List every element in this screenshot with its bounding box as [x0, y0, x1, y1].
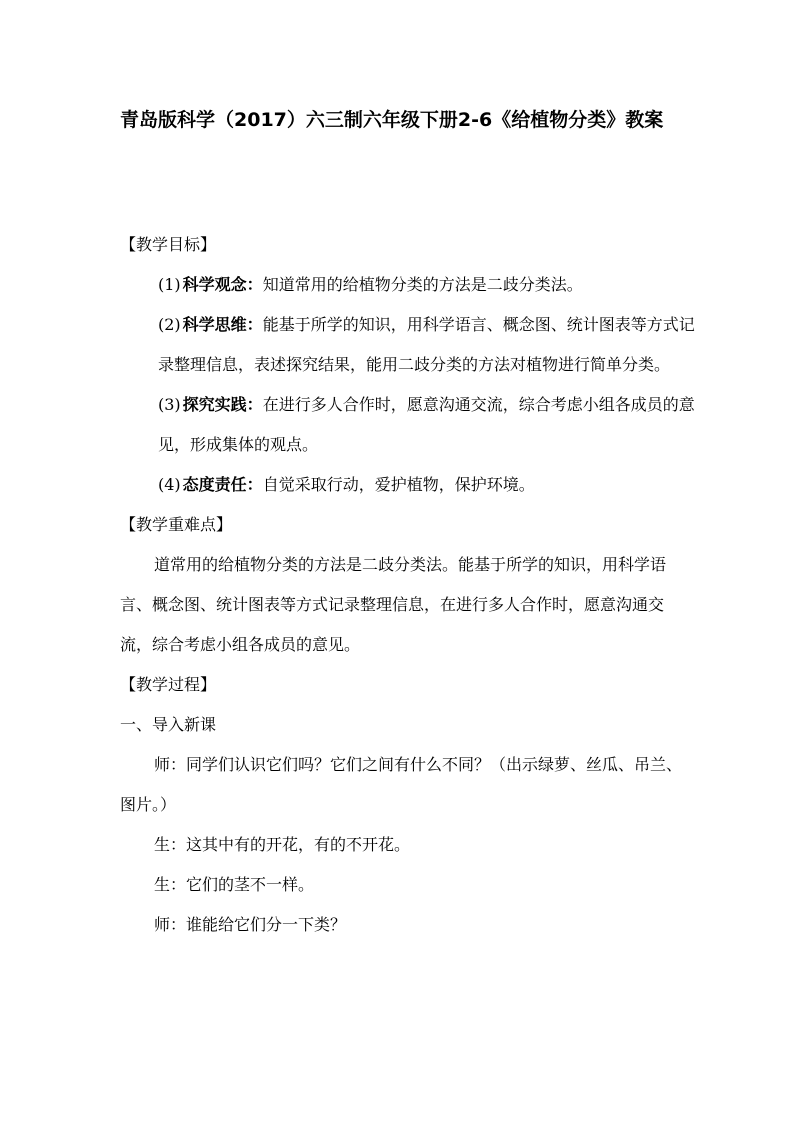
goal-item	[120, 305, 695, 385]
goal-text: 能基于所学的知识，用科学语言、概念图、统计图表等方式记录整理信息，表述探究结果，能用二歧分类的方法对植物进行简单分类。	[158, 315, 695, 374]
goal-number: (2)	[158, 315, 181, 334]
goal-text: 知道常用的给植物分类的方法是二歧分类法。	[262, 275, 583, 294]
dialogue-line: 生：它们的茎不一样。	[154, 875, 315, 894]
goal-item	[120, 385, 695, 465]
goal-number: (3)	[158, 395, 181, 414]
goal-label: 科学观念：	[182, 275, 263, 294]
dialogue-line: 师：谁能给它们分一下类？	[154, 915, 347, 934]
document-title: 青岛版科学（2017）六三制六年级下册2-6《给植物分类》教案	[120, 109, 664, 131]
document-body	[120, 225, 695, 945]
goal-text: 自觉采取行动，爱护植物，保护环境。	[262, 475, 535, 494]
goal-label: 科学思维：	[182, 315, 263, 334]
section-heading-key-points: 【教学重难点】	[120, 515, 233, 534]
goal-item	[120, 465, 695, 505]
goal-text: 在进行多人合作时，愿意沟通交流，综合考虑小组各成员的意见，形成集体的观点。	[158, 395, 695, 454]
goal-label: 态度责任：	[182, 475, 263, 494]
goal-label: 探究实践：	[182, 395, 263, 414]
goal-number: (4)	[158, 475, 181, 494]
process-sub-heading: 一、导入新课	[120, 715, 217, 734]
dialogue-line: 师：同学们认识它们吗？它们之间有什么不同？（出示绿萝、丝瓜、吊兰、图片。）	[120, 755, 683, 814]
section-heading-goals: 【教学目标】	[120, 235, 217, 254]
section-heading-process: 【教学过程】	[120, 675, 217, 694]
dialogue-line: 生：这其中有的开花，有的不开花。	[154, 835, 411, 854]
goal-item	[120, 265, 695, 305]
key-points-text: 道常用的给植物分类的方法是二歧分类法。能基于所学的知识，用科学语言、概念图、统计图表等方式记录整理信息，在进行多人合作时，愿意沟通交流，综合考虑小组各成员的意见。	[120, 555, 667, 654]
goal-number: (1)	[158, 275, 181, 294]
